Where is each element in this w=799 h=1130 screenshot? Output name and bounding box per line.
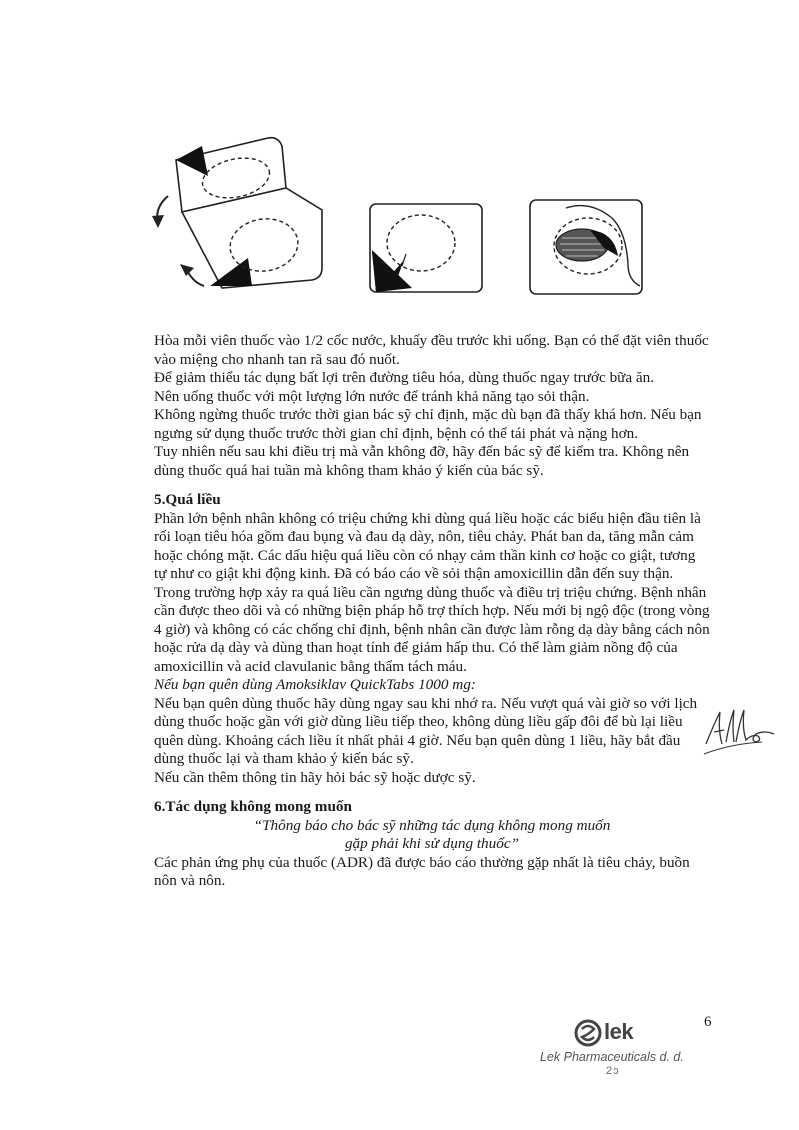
logo-text: lek bbox=[604, 1019, 634, 1044]
missed-dose-heading: Nếu bạn quên dùng Amoksiklav QuickTabs 1000 mg: bbox=[154, 676, 476, 693]
handwritten-signature bbox=[700, 704, 780, 760]
side-effects-quote-line: gặp phải khi sử dụng thuốc” bbox=[344, 835, 520, 852]
instruction-paragraph: Để giảm thiểu tác dụng bất lợi trên đường tiêu hóa, dùng thuốc ngay trước bữa ăn. bbox=[154, 369, 655, 386]
missed-dose-paragraph: Nếu bạn quên dùng thuốc hãy dùng ngay sau khi nhớ ra. Nếu vượt quá vài giờ so với lịch dùng thuốc hoặc gần với giờ dùng liều tiếp theo, không dùng liều gấp đôi để bù lại liều quên dùng. Khoảng cách liều ít nhất phải 4 giờ. Nếu bạn quên dùng 1 liều, hãy bắt đầu dùng thuốc lại và tham khảo ý kiến bác sỹ. bbox=[154, 694, 698, 767]
instruction-paragraph: Nên uống thuốc với một lượng lớn nước để tránh khả năng tạo sỏi thận. bbox=[154, 387, 590, 405]
page-number: 6 bbox=[704, 1014, 712, 1030]
blister-tablet-figure bbox=[530, 200, 642, 294]
overdose-heading: 5.Quá liều bbox=[154, 491, 221, 508]
usage-instructions bbox=[154, 332, 710, 480]
side-effects-paragraph: Các phản ứng phụ của thuốc (ADR) đã được báo cáo thường gặp nhất là tiêu chảy, buồn nôn và nôn. bbox=[154, 853, 690, 889]
instruction-paragraph: Không ngừng thuốc trước thời gian bác sỹ chỉ định, mặc dù bạn đã thấy khá hơn. Nếu bạn ngưng sử dụng thuốc trước thời gian chỉ định, bệnh có thể tái phát và nặng hơn. bbox=[154, 406, 702, 442]
instruction-paragraph: Hòa mỗi viên thuốc vào 1/2 cốc nước, khuấy đều trước khi uống. Bạn có thể đặt viên thuốc vào miệng cho nhanh tan rã sau đó nuốt. bbox=[154, 332, 709, 368]
overdose-paragraph: Phần lớn bệnh nhân không có triệu chứng khi dùng quá liều hoặc các biểu hiện đầu tiên là rối loạn tiêu hóa gồm đau bụng và đau dạ dày, nôn, tiêu chảy. Phát ban da, tăng mẫn cảm hoặc chóng mặt. Các dấu hiệu quá liều còn có nhạy cảm thần kinh cơ hoặc co giật, tương tự như co giật khi động kinh. Đã có báo cáo về sỏi thận amoxicillin dẫn đến suy thận. bbox=[154, 509, 701, 582]
side-effects-heading: 6.Tác dụng không mong muốn bbox=[154, 798, 352, 815]
leaflet-body bbox=[154, 332, 710, 891]
overdose-paragraph: Trong trường hợp xảy ra quá liều cần ngưng dùng thuốc và điều trị triệu chứng. Bệnh nhân cần được theo dõi và có những biện pháp hỗ trợ thích hợp. Nếu mới bị ngộ độc (trong vòng 4 giờ) và không có các chống chỉ định, bệnh nhân cần được làm rỗng dạ dày bằng cách nôn hoặc rửa dạ dày và dùng than hoạt tính để giảm hấp thu. Có thể làm giảm nồng độ của amoxicillin và acid clavulanic bằng thẩm tách máu. bbox=[154, 583, 710, 675]
missed-dose-paragraph: Nếu cần thêm thông tin hãy hỏi bác sỹ hoặc dược sỹ. bbox=[154, 768, 476, 786]
overdose-section bbox=[154, 491, 710, 787]
company-stamp-sub: 2ɔ bbox=[606, 1065, 620, 1077]
blister-fold-figure bbox=[152, 138, 322, 288]
blister-peel-figure bbox=[370, 204, 482, 292]
blister-instruction-figures bbox=[0, 0, 799, 320]
side-effects-quote-line: “Thông báo cho bác sỹ những tác dụng không mong muốn bbox=[253, 816, 611, 834]
company-stamp: Lek Pharmaceuticals d. d. bbox=[540, 1050, 684, 1064]
side-effects-section bbox=[154, 798, 710, 891]
instruction-paragraph: Tuy nhiên nếu sau khi điều trị mà vẫn không đỡ, hãy đến bác sỹ để kiểm tra. Không nên dùng thuốc quá hai tuần mà không tham khảo ý kiến của bác sỹ. bbox=[154, 443, 690, 479]
